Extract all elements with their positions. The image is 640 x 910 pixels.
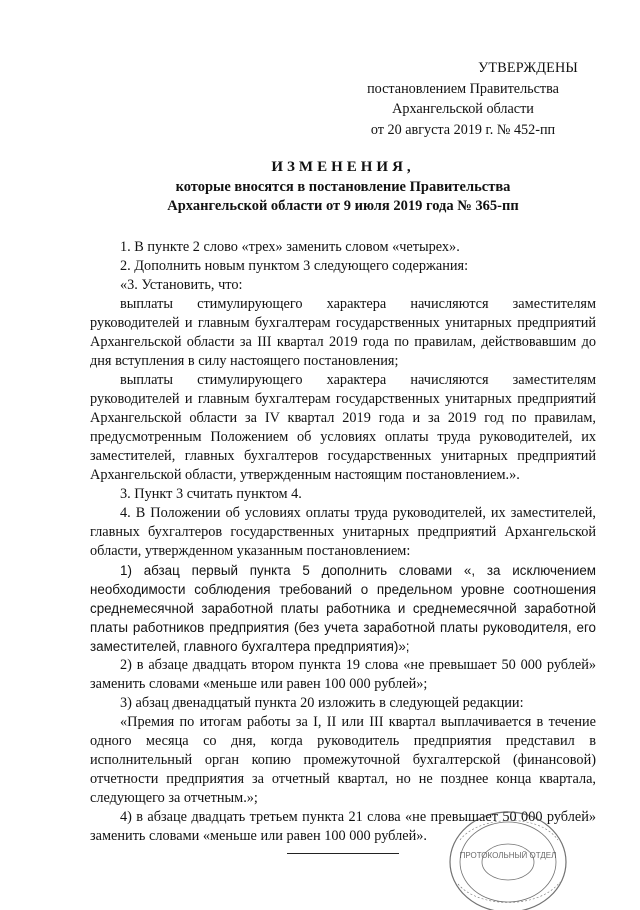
signature-line (287, 853, 399, 854)
approval-date-number: от 20 августа 2019 г. № 452-пп (370, 121, 556, 138)
paragraph: «3. Установить, что: (120, 277, 243, 293)
approval-heading: УТВЕРЖДЕНЫ (478, 60, 578, 76)
paragraph: 3. Пункт 3 считать пунктом 4. (120, 486, 302, 502)
paragraph: выплаты стимулирующего характера начисляются заместителям руководителей и главным бухгалтерам государственных унитарных предприятий Архангельской области за III квартал 2019 года по правилам, действовавшим до дня вступления в силу настоящего постановления; (90, 296, 596, 369)
title-subtitle: Архангельской области от 9 июля 2019 года № 365-пп (167, 198, 519, 214)
official-stamp-seal (438, 800, 588, 910)
approval-block (348, 58, 578, 140)
approval-line: Архангельской области (392, 101, 534, 117)
stamp-center-text: ПРОТОКОЛЬНЫЙ ОТДЕЛ (459, 851, 557, 860)
paragraph: 2) в абзаце двадцать втором пункта 19 слова «не превышает 50 000 рублей» заменить словами «меньше или равен 100 000 рублей»; (90, 657, 596, 692)
paragraph: 1. В пункте 2 слово «трех» заменить словом «четырех». (120, 239, 460, 255)
paragraph: 4. В Положении об условиях оплаты труда руководителей, их заместителей, главных бухгалтеров государственных унитарных предприятий Архангельской области, утвержденном указанным постановлением: (90, 505, 596, 559)
approval-line: постановлением Правительства (367, 80, 559, 97)
paragraph: «Премия по итогам работы за I, II или III квартал выплачивается в течение одного месяца со дня, когда руководитель предприятия представил в исполнительный орган копию промежуточной бухгалтерской (финансовой) отчетности предприятия за отчетный квартал, но не позднее конца квартала, следующего за отчетным.»; (90, 714, 596, 806)
paragraph: 4) в абзаце двадцать третьем пункта 21 слова «не превышает 50 000 рублей» заменить словами «меньше или равен 100 000 рублей». (90, 809, 596, 844)
title-subtitle: которые вносятся в постановление Правительства (175, 178, 511, 195)
document-body (90, 238, 596, 846)
document-title (88, 158, 598, 217)
paragraph: 1) абзац первый пункта 5 дополнить словами «, за исключением необходимости соблюдения требований о предельном уровне соотношения среднемесячной заработной платы работника и среднемесячной заработной платы работников предприятия (без учета заработной платы руководителя, его заместителей, главного бухгалтера предприятия)»; (90, 563, 596, 654)
paragraph: 3) абзац двенадцатый пункта 20 изложить в следующей редакции: (120, 695, 524, 711)
paragraph: 2. Дополнить новым пунктом 3 следующего содержания: (120, 258, 469, 274)
paragraph: выплаты стимулирующего характера начисляются заместителям руководителей и главным бухгалтерам государственных унитарных предприятий Архангельской области за IV квартал 2019 года и за 2019 год по правилам, предусмотренным Положением об условиях оплаты труда руководителей, их заместителей, главных бухгалтеров государственных унитарных предприятий Архангельской области, утвержденным настоящим постановлением.». (90, 372, 596, 483)
title-heading: ИЗМЕНЕНИЯ, (271, 159, 415, 175)
